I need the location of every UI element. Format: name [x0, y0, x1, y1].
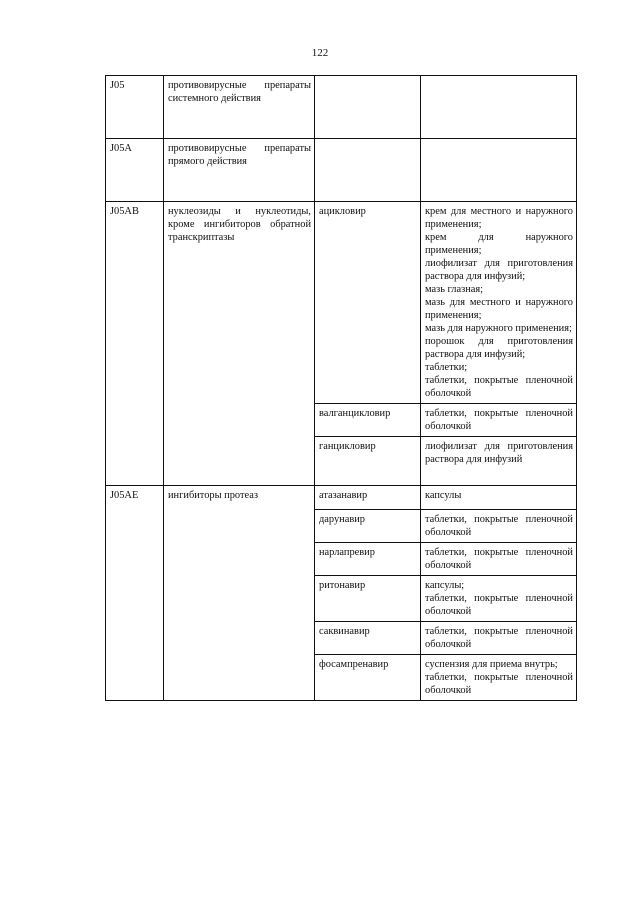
- atc-code-cell: J05: [106, 76, 164, 139]
- dosage-form-cell: [421, 622, 577, 655]
- dosage-form-line: мазь для местного и наружного применения;: [425, 297, 573, 321]
- drug-name-cell: атазанавир: [315, 486, 421, 510]
- drug-name-cell: ганцикловир: [315, 437, 421, 486]
- drug-name-cell: саквинавир: [315, 622, 421, 655]
- dosage-form-line: крем для наружного применения;: [425, 232, 573, 256]
- drug-table: [105, 75, 577, 701]
- dosage-form-line: таблетки, покрытые пленочной оболочкой: [425, 626, 573, 650]
- drug-name-cell: [315, 76, 421, 139]
- dosage-form-cell: [421, 486, 577, 510]
- dosage-form-cell: [421, 202, 577, 404]
- group-name-cell: противовирусные препараты прямого действия: [164, 139, 315, 202]
- dosage-form-line: суспензия для приема внутрь;: [425, 659, 558, 670]
- dosage-form-cell: [421, 576, 577, 622]
- drug-name-cell: фосампренавир: [315, 655, 421, 701]
- group-name-cell: нуклеозиды и нуклеотиды, кроме ингибиторов обратной транскриптазы: [164, 202, 315, 486]
- dosage-form-line: мазь глазная;: [425, 284, 484, 295]
- dosage-form-line: капсулы: [425, 490, 462, 501]
- dosage-form-line: таблетки, покрытые пленочной оболочкой: [425, 408, 573, 432]
- drug-name-cell: ритонавир: [315, 576, 421, 622]
- dosage-form-cell: [421, 76, 577, 139]
- dosage-form-line: таблетки;: [425, 362, 468, 373]
- group-name-cell: ингибиторы протеаз: [164, 486, 315, 701]
- dosage-form-line: мазь для наружного применения;: [425, 323, 572, 334]
- dosage-form-line: таблетки, покрытые пленочной оболочкой: [425, 672, 573, 696]
- atc-code-cell: J05AB: [106, 202, 164, 486]
- drug-name-cell: дарунавир: [315, 510, 421, 543]
- dosage-form-cell: [421, 139, 577, 202]
- dosage-form-cell: [421, 655, 577, 701]
- page-number: 122: [311, 47, 329, 59]
- table-row: [106, 202, 577, 404]
- dosage-form-line: порошок для приготовления раствора для инфузий;: [425, 336, 573, 360]
- drug-name-cell: ацикловир: [315, 202, 421, 404]
- dosage-form-cell: [421, 404, 577, 437]
- dosage-form-cell: [421, 543, 577, 576]
- group-name-cell: противовирусные препараты системного действия: [164, 76, 315, 139]
- dosage-form-line: таблетки, покрытые пленочной оболочкой: [425, 593, 573, 617]
- dosage-form-line: таблетки, покрытые пленочной оболочкой: [425, 375, 573, 399]
- dosage-form-line: капсулы;: [425, 580, 465, 591]
- drug-name-cell: нарлапревир: [315, 543, 421, 576]
- dosage-form-line: лиофилизат для приготовления раствора для инфузий;: [425, 258, 573, 282]
- table-row: [106, 486, 577, 510]
- dosage-form-cell: [421, 510, 577, 543]
- dosage-form-line: лиофилизат для приготовления раствора для инфузий: [425, 441, 573, 465]
- dosage-form-line: таблетки, покрытые пленочной оболочкой: [425, 514, 573, 538]
- dosage-form-line: крем для местного и наружного применения;: [425, 206, 573, 230]
- table-row: [106, 139, 577, 202]
- atc-code-cell: J05AE: [106, 486, 164, 701]
- drug-name-cell: валганцикловир: [315, 404, 421, 437]
- dosage-form-line: таблетки, покрытые пленочной оболочкой: [425, 547, 573, 571]
- dosage-form-cell: [421, 437, 577, 486]
- atc-code-cell: J05A: [106, 139, 164, 202]
- drug-name-cell: [315, 139, 421, 202]
- table-row: [106, 76, 577, 139]
